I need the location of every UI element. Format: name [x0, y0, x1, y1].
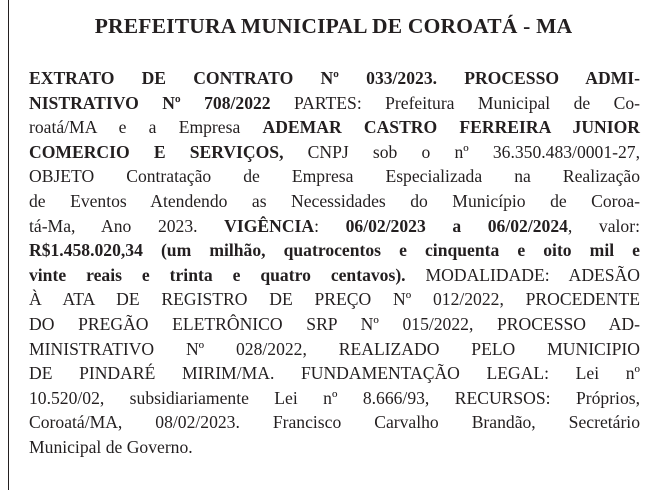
- text-segment: À ATA DE REGISTRO DE PREÇO Nº 012/2022, PROCEDENTE: [29, 289, 640, 310]
- bold-text-segment: R$1.458.020,34 (um milhão, quatrocentos e cinquenta e oito mil e: [29, 240, 640, 261]
- bold-text-segment: COMERCIO E SERVIÇOS,: [29, 141, 284, 162]
- text-segment: DE PINDARÉ MIRIM/MA. FUNDAMENTAÇÃO LEGAL: Lei nº: [29, 363, 640, 384]
- text-line: [29, 238, 640, 263]
- text-segment: PARTES: Prefeitura Municipal de Co-: [270, 92, 641, 113]
- bold-text-segment: NISTRATIVO Nº 708/2022: [29, 92, 271, 113]
- text-line: [29, 164, 640, 189]
- text-segment: Coroatá/MA, 08/02/2023. Francisco Carvalho Brandão, Secretário: [29, 412, 640, 433]
- text-line: [29, 435, 640, 460]
- text-line: [29, 410, 640, 435]
- bold-text-segment: EXTRATO DE CONTRATO Nº 033/2023. PROCESSO ADMI-: [29, 68, 640, 88]
- text-line: [29, 214, 640, 239]
- text-segment: tá-Ma, Ano 2023.: [29, 215, 225, 236]
- text-line: [29, 337, 640, 362]
- notice-title: PREFEITURA MUNICIPAL DE COROATÁ - MA: [94, 14, 573, 38]
- text-segment: DO PREGÃO ELETRÔNICO SRP Nº 015/2022, PROCESSO AD-: [29, 313, 640, 334]
- text-line: [29, 263, 640, 288]
- text-line: [29, 189, 640, 214]
- text-line: [29, 91, 640, 116]
- text-segment: de Eventos Atendendo as Necessidades do Município de Coroa-: [29, 190, 640, 211]
- text-line: [29, 66, 640, 91]
- text-segment: roatá/MA e a Empresa: [29, 117, 263, 138]
- text-line: [29, 312, 640, 337]
- text-line: [29, 361, 640, 386]
- text-segment: MINISTRATIVO Nº 028/2022, REALIZADO PELO MUNICIPIO: [29, 338, 640, 359]
- text-line: [29, 140, 640, 165]
- text-segment: , valor:: [567, 215, 640, 236]
- legal-notice: [8, 0, 658, 490]
- bold-text-segment: vinte reais e trinta e quatro centavos).: [29, 264, 406, 285]
- text-segment: :: [314, 215, 346, 236]
- text-line: [29, 386, 640, 411]
- contract-extract-text: [29, 66, 640, 460]
- text-line: [29, 115, 640, 140]
- text-segment: MODALIDADE: ADESÃO: [405, 264, 640, 285]
- text-segment: OBJETO Contratação de Empresa Especializada na Realização: [29, 166, 640, 187]
- bold-text-segment: 06/02/2023 a 06/02/2024: [345, 215, 568, 236]
- text-segment: CNPJ sob o nº 36.350.483/0001-27,: [283, 141, 640, 162]
- bold-text-segment: VIGÊNCIA: [224, 215, 315, 236]
- text-line: [29, 287, 640, 312]
- text-segment: 10.520/02, subsidiariamente Lei nº 8.666/93, RECURSOS: Próprios,: [29, 387, 640, 408]
- bold-text-segment: ADEMAR CASTRO FERREIRA JUNIOR: [262, 117, 640, 138]
- text-segment: Municipal de Governo.: [29, 436, 193, 457]
